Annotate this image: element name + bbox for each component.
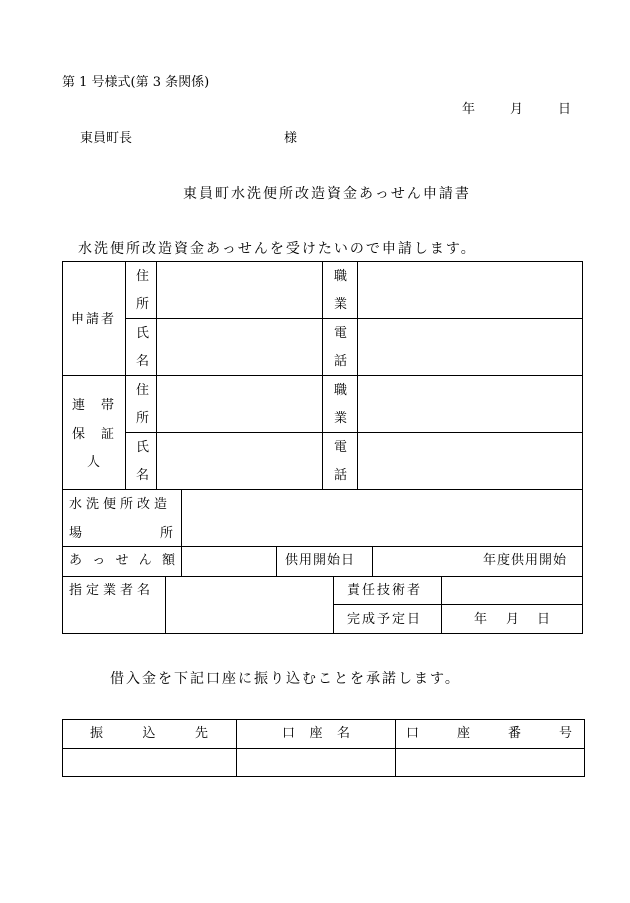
guarantor-name-char: 名 [136,468,150,483]
divider [62,489,583,490]
divider [125,318,583,319]
guarantor-label-char: 帯 [101,398,115,413]
start-date-value: 年度供用開始 [483,553,568,568]
renovation-site-label-char: 場 [69,526,83,541]
bank-header-account-number: 口 座 番 号 [406,726,572,741]
table-border-bottom [62,776,585,777]
page-title: 東員町水洗便所改造資金あっせん申請書 [183,186,471,202]
applicant-name-char: 名 [136,354,150,369]
applicant-name-char: 氏 [136,326,150,341]
table-border-left [62,719,63,777]
guarantor-label-char: 保 [72,427,86,442]
applicant-phone-char: 話 [334,354,348,369]
intro-text: 水洗便所改造資金あっせんを受けたいので申請します。 [78,241,477,257]
applicant-phone-char: 電 [334,326,348,341]
addressee-name: 東員町長 [80,131,133,146]
divider [357,261,358,489]
divider [333,576,334,633]
applicant-occupation-char: 業 [334,297,348,312]
completion-month: 月 [506,612,520,627]
bank-header-payee: 振 込 先 [90,726,208,741]
guarantor-phone-char: 話 [334,468,348,483]
guarantor-address-char: 所 [136,411,150,426]
applicant-address-char: 住 [136,269,150,284]
loan-amount-label: あ っ せ ん 額 [69,553,175,568]
divider [62,576,583,577]
divider [276,546,277,576]
completion-date-label: 完成予定日 [347,612,423,627]
table-border-top [62,719,585,720]
applicant-label: 申請者 [71,312,117,327]
completion-day: 日 [537,612,551,627]
divider [236,719,237,777]
guarantor-label-char: 連 [72,398,86,413]
contractor-label: 指定業者名 [69,583,155,598]
applicant-address-char: 所 [136,297,150,312]
table-border-bottom [62,633,583,634]
guarantor-label-char: 証 [101,427,115,442]
table-border-left [62,261,63,634]
completion-year: 年 [474,612,488,627]
date-month-label: 月 [510,102,524,117]
divider [125,261,126,489]
consent-text: 借入金を下記口座に振り込むことを承諾します。 [110,671,461,687]
renovation-site-label: 水洗便所改造 [69,497,172,512]
divider [125,432,583,433]
divider [372,546,373,576]
form-number: 第 1 号様式(第 3 条関係) [62,75,210,90]
engineer-label: 責任技術者 [347,583,423,598]
guarantor-occupation-char: 業 [334,411,348,426]
table-border-right [584,719,585,777]
guarantor-address-char: 住 [136,383,150,398]
bank-header-account-name: 口 座 名 [282,726,350,741]
divider [333,604,583,605]
divider [181,489,182,576]
divider [62,748,585,749]
guarantor-label-char: 人 [87,455,101,470]
addressee-honorific: 様 [284,131,298,146]
guarantor-occupation-char: 職 [334,383,348,398]
divider [62,546,583,547]
guarantor-name-char: 氏 [136,440,150,455]
date-day-label: 日 [558,102,572,117]
divider [441,576,442,633]
renovation-site-label-char: 所 [160,526,174,541]
date-year-label: 年 [462,102,476,117]
divider [156,261,157,489]
guarantor-phone-char: 電 [334,440,348,455]
applicant-occupation-char: 職 [334,269,348,284]
divider [395,719,396,777]
divider [322,261,323,489]
table-border-right [582,261,583,634]
divider [165,576,166,633]
start-date-label: 供用開始日 [285,553,356,568]
